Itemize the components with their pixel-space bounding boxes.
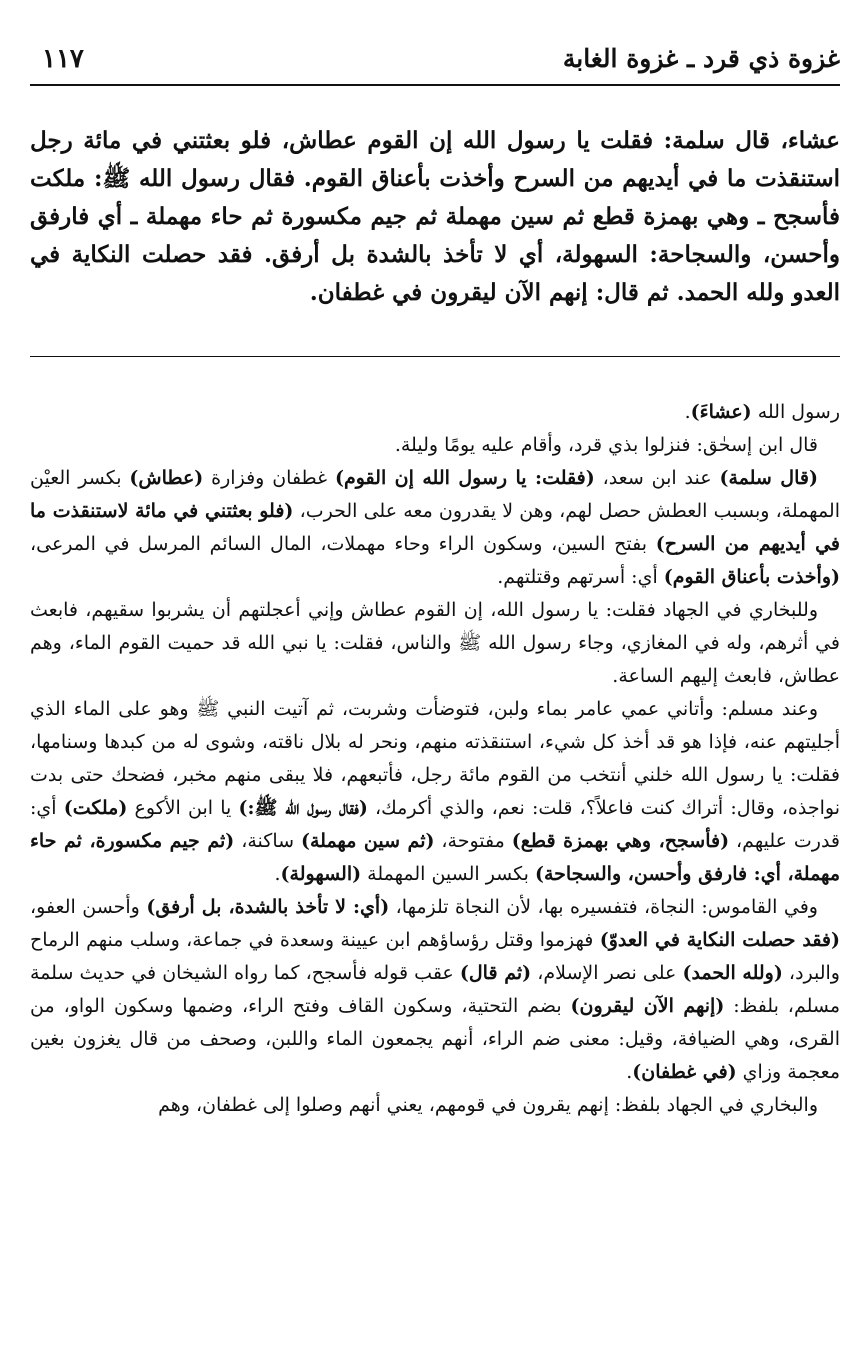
quoted-term: (إنهم الآن ليقرون) — [570, 995, 725, 1017]
page-number: ١١٧ — [42, 44, 84, 74]
quoted-term: (فقال رسول الله ﷺ:) — [238, 797, 368, 819]
text-run: . — [626, 1061, 633, 1083]
header-rule — [30, 84, 840, 86]
text-run: عقب قوله فأسجح، كما رواه الشيخان في حديث سلمة مسلم، بلفظ: — [30, 962, 841, 1017]
text-run: ساكنة، — [234, 830, 301, 852]
commentary-paragraph — [30, 396, 840, 429]
text-run: بضم التحتية، وسكون القاف وفتح الراء، وضمها وسكون الواو، من القرى، وهي الضيافة، وقيل: معنى ضم الراء، أنهم يجمعون الماء واللبن، وصحف من قال يغزون بغين معجمة وزاي — [30, 995, 840, 1083]
quoted-term: (وأخذت بأعناق القوم) — [663, 566, 840, 588]
commentary-paragraph — [30, 462, 840, 594]
text-run: بكسر السين المهملة — [361, 863, 535, 885]
text-run: على نصر الإسلام، — [531, 962, 683, 984]
quoted-term: (ثم قال) — [459, 962, 532, 984]
quoted-term: (في غطفان) — [632, 1061, 737, 1083]
text-run: يا ابن الأكوع — [127, 797, 239, 819]
quoted-term: (أي: لا تأخذ بالشدة، بل أرفق) — [146, 896, 390, 918]
text-run: . — [684, 401, 691, 423]
book-page — [30, 40, 840, 1340]
text-run: وعند مسلم: وأتاني عمي عامر بماء ولبن، فتوضأت وشربت، ثم آتيت النبي ﷺ وهو على الماء الذي أجليتهم عنه، فإذا هو قد أخذ كل شيء، استنقذته منهم، ونحر له بلال ناقته، وشوى له من كبدها وسنامها، فقلت: يا رسول الله خلني أنتخب من القوم مائة رجل، فأتبعهم، فلا يبقى منهم مخبر، فضحك حتى بدت نواجذه، وقال: أتراك كنت فاعلاً؟، قلت: نعم، والذي أكرمك، — [30, 698, 840, 819]
text-run: أي: أسرتهم وقتلتهم. — [497, 566, 664, 588]
text-run: عند ابن سعد، — [594, 467, 720, 489]
quoted-term: (فقلت: يا رسول الله إن القوم) — [334, 467, 595, 489]
commentary-paragraph — [30, 891, 840, 1089]
text-run: أي: قدرت عليهم، — [30, 797, 841, 852]
text-run: رسول الله — [751, 401, 840, 423]
quoted-term: (قال سلمة) — [719, 467, 818, 489]
running-title: غزوة ذي قرد ـ غزوة الغابة — [562, 44, 840, 73]
quoted-term: (السهولة) — [280, 863, 362, 885]
quoted-term: (ثم سين مهملة) — [300, 830, 435, 852]
commentary-paragraph — [30, 429, 840, 462]
quoted-term: (عشاءَ) — [690, 401, 752, 423]
commentary — [30, 396, 840, 1122]
text-run: وللبخاري في الجهاد فقلت: يا رسول الله، إن القوم عطاش وإني أعجلتهم أن يشربوا سقيهم، فابعث في أثرهم، وله في المغازي، وجاء رسول الله ﷺ والناس، فقلت: يا نبي الله قد حميت القوم الماء، وهم عطاش، فابعث إليهم الساعة. — [30, 599, 840, 687]
text-run: . — [274, 863, 281, 885]
quoted-term: (ثم جيم مكسورة، ثم حاء مهملة، أي: فارفق وأحسن، والسجاحة) — [30, 830, 840, 885]
text-run: قال ابن إسحٰق: فنزلوا بذي قرد، وأقام عليه يومًا وليلة. — [394, 434, 818, 456]
text-run: وأحسن العفو، — [30, 896, 147, 918]
text-run: بكسر العيْن المهملة، وبسبب العطش حصل لهم، وهن لا يقدرون معه على الحرب، — [30, 467, 840, 522]
commentary-paragraph — [30, 594, 840, 693]
quoted-term: (ولله الحمد) — [682, 962, 783, 984]
text-run: والبخاري في الجهاد بلفظ: إنهم يقرون في قومهم، يعني أنهم وصلوا إلى غطفان، وهم — [158, 1094, 818, 1116]
text-run: غطفان وفزارة — [203, 467, 335, 489]
quoted-term: (عطاش) — [129, 467, 204, 489]
text-run: بفتح السين، وسكون الراء وحاء مهملات، المال السائم المرسل في المرعى، — [30, 533, 656, 555]
commentary-separator — [30, 356, 840, 357]
page-header — [30, 40, 840, 80]
commentary-paragraph — [30, 1089, 840, 1122]
main-text: عشاء، قال سلمة: فقلت يا رسول الله إن القوم عطاش، فلو بعثتني في مائة رجل استنقذت ما في أيديهم من السرح وأخذت بأعناق القوم. فقال رسول الله ﷺ: ملكت فأسجح ـ وهي بهمزة قطع ثم سين مهملة ثم جيم مكسورة ثم حاء مهملة ـ أي فارفق وأحسن، والسجاحة: السهولة، أي لا تأخذ بالشدة بل أرفق. فقد حصلت النكاية في العدو ولله الحمد. ثم قال: إنهم الآن ليقرون في غطفان. — [30, 127, 840, 306]
quoted-term: (فلو بعثتني في مائة لاستنقذت ما في أيديهم من السرح) — [30, 500, 840, 555]
quoted-term: (فقد حصلت النكاية في العدوّ) — [599, 929, 841, 951]
quoted-term: (فأسجح، وهي بهمزة قطع) — [511, 830, 730, 852]
quoted-term: (ملكت) — [63, 797, 128, 819]
text-run: وفي القاموس: النجاة، فتفسيره بها، لأن النجاة تلزمها، — [389, 896, 818, 918]
text-run: مفتوحة، — [434, 830, 512, 852]
commentary-paragraph — [30, 693, 840, 891]
text-run: فهزموا وقتل رؤساؤهم ابن عيينة وسعدة في جماعة، وسلب منهم الرماح والبرد، — [30, 929, 840, 984]
